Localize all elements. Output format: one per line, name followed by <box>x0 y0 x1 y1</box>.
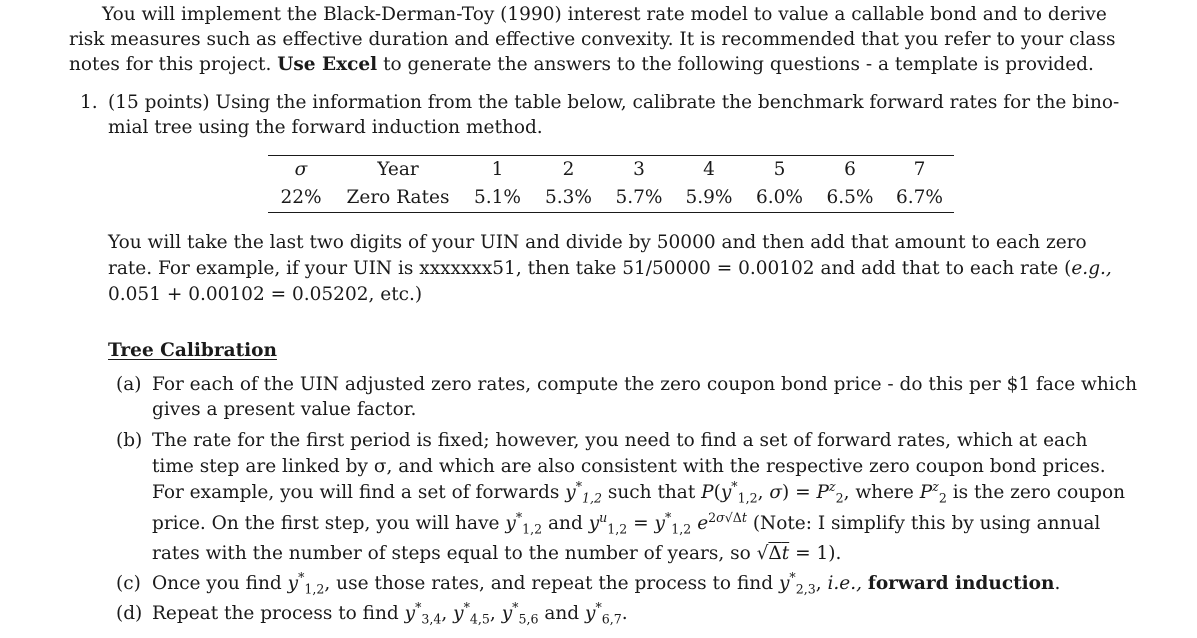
item-b-line-4: price. On the first step, you will have $y^*_{1,2}$ and $y^u_{1,2} = y^*_{1,2}$ $e^{2\sigma√\Delta t}$ (Note: I simplify this by using annual <box>152 509 1101 537</box>
question-line-1: (15 points) Using the information from the table below, calibrate the benchmark forward rates for the bino- <box>108 92 1120 113</box>
table-cell: 6.7% <box>896 186 943 208</box>
delta-t-equation: √Δt = 1). <box>756 543 842 564</box>
item-d-line: Repeat the process to find $y^*_{3,4}$, $y^*_{4,5}$, $y^*_{5,6}$ and $y^*_{6,7}$. <box>152 599 628 627</box>
table-cell: 5.1% <box>474 186 521 208</box>
item-b-line-1: The rate for the first period is fixed; however, you need to find a set of forward rates, which at each <box>152 430 1088 451</box>
intro-line-2: risk measures such as effective duration and effective convexity. It is recommended that you refer to your class <box>69 29 1116 50</box>
table-header-cell: 1 <box>491 158 504 180</box>
table-cell: 5.7% <box>615 186 663 208</box>
table-bottom-rule <box>268 212 954 213</box>
item-a-line-2: gives a present value factor. <box>152 399 417 420</box>
uin-line-3: 0.051 + 0.00102 = 0.05202, etc.) <box>108 284 423 305</box>
item-b-line-5: rates with the number of steps equal to the number of years, so √Δt = 1). <box>152 543 842 564</box>
forward-induction-emphasis: forward induction <box>867 573 1055 594</box>
item-c-line: Once you find $y^*_{1,2}$, use those rates, and repeat the process to find $y^*_{2,3}$, i.e., forward induction. <box>152 569 1061 597</box>
table-header-cell: Year <box>377 158 419 180</box>
price-equation: P <box>701 482 714 503</box>
zero-rates-table <box>268 155 954 211</box>
lower-node-symbol: y <box>505 513 516 534</box>
table-header-cell: 7 <box>913 158 926 180</box>
item-b-line-2: time step are linked by σ, and which are also consistent with the respective zero coupon bond prices. <box>152 456 1106 477</box>
item-b-label: (b) <box>116 430 143 451</box>
table-cell: 6.0% <box>756 186 803 208</box>
table-header-cell: 4 <box>703 158 715 180</box>
forward-rate-symbol: y <box>287 573 299 594</box>
table-header-cell: 5 <box>773 158 786 180</box>
zero-price-symbol: P <box>919 482 933 503</box>
table-row <box>268 183 954 211</box>
uin-line-2: rate. For example, if your UIN is xxxxxxx51, then take 51/50000 = 0.00102 and add that to each rate (e.g., <box>108 258 1112 279</box>
use-excel-emphasis: Use Excel <box>277 54 378 75</box>
intro-line-1: You will implement the Black-Derman-Toy (1990) interest rate model to value a callable bond and to derive <box>102 4 1107 25</box>
table-cell: Zero Rates <box>346 186 450 208</box>
uin-line-1: You will take the last two digits of your UIN and divide by 50000 and then add that amount to each zero <box>108 232 1087 253</box>
item-b-line-3: For example, you will find a set of forwards $y^*_{1,2}$ such that $P(y^*_{1,2}$, $\sigma) = P^z_2$, where $P^z_2$ is the zero coupon <box>152 478 1126 506</box>
intro-line-3: notes for this project. Use Excel to generate the answers to the following questions - a template is provided. <box>69 54 1094 75</box>
forward-rates-list: y <box>404 603 416 624</box>
table-header-cell: σ <box>294 158 308 180</box>
table-cell: 5.3% <box>545 186 592 208</box>
table-cell: 5.9% <box>685 186 733 208</box>
forward-rate-symbol: $y^*_{1,2}$ <box>565 478 602 506</box>
table-cell: 22% <box>280 186 322 208</box>
table-cell: 6.5% <box>826 186 874 208</box>
table-header-cell: 6 <box>844 158 856 180</box>
item-d-label: (d) <box>116 603 143 624</box>
section-title: Tree Calibration <box>108 340 277 361</box>
item-a-label: (a) <box>116 374 142 395</box>
table-header-cell: 2 <box>562 158 575 180</box>
question-line-2: mial tree using the forward induction method. <box>108 117 543 138</box>
question-number: 1. <box>80 92 98 113</box>
upper-node-equation: y <box>588 513 600 534</box>
table-header-cell: 3 <box>633 158 645 180</box>
table-header-row <box>268 155 954 183</box>
item-a-line-1: For each of the UIN adjusted zero rates, compute the zero coupon bond price - do this per $1 face which <box>152 374 1137 395</box>
item-c-label: (c) <box>116 573 141 594</box>
